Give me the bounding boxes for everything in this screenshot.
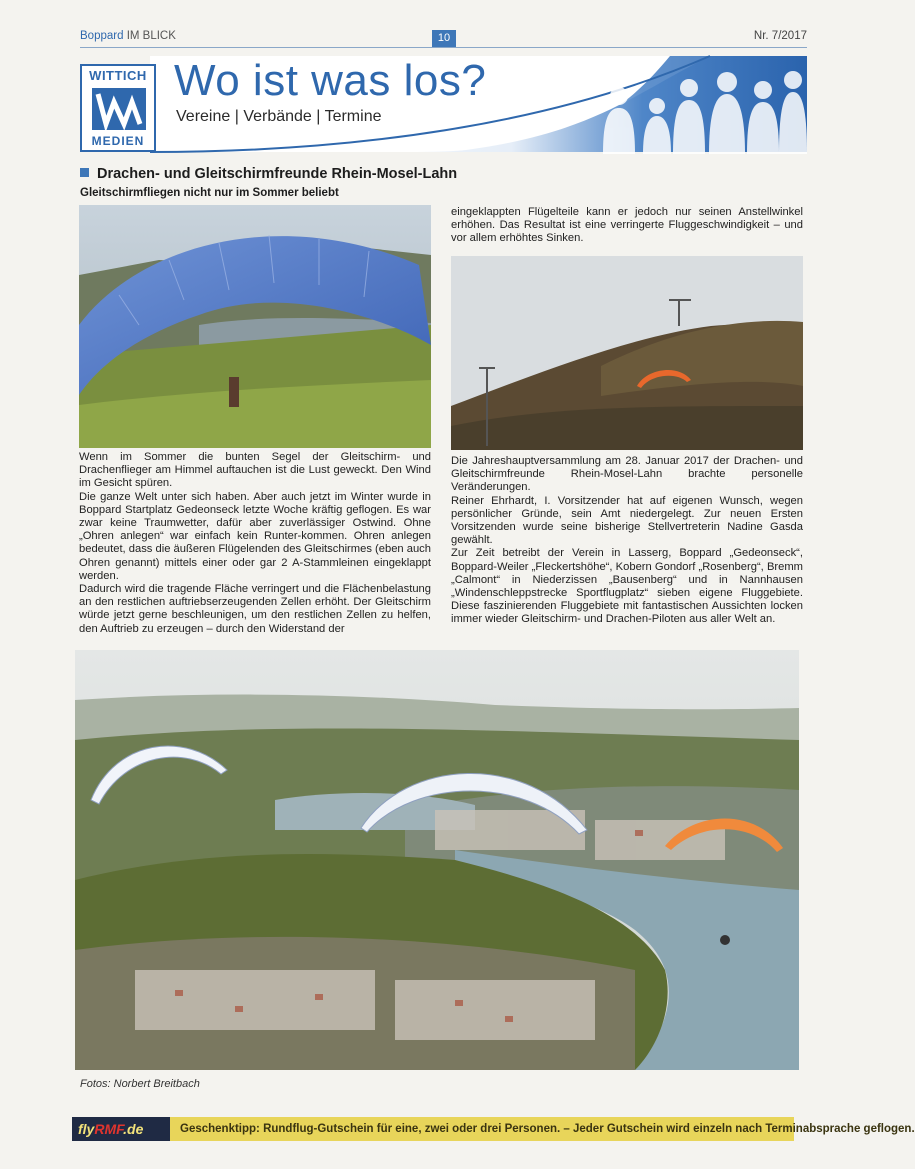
page-number: 10 [432,30,456,47]
people-silhouette-icon [597,66,807,154]
paper-name-suffix: IM BLICK [126,30,176,42]
headline-text: Drachen- und Gleitschirmfreunde Rhein-Mosel-Lahn [97,166,458,182]
photo-paraglider-launch [79,205,431,448]
banner-subtitle: Vereine | Verbände | Termine [176,108,382,125]
photo-rhine-valley [75,650,799,1070]
left-paragraph: Die ganze Welt unter sich haben. Aber auch jetzt im Winter wurde in Boppard Startplatz Gedeonseck letzte Woche kräftig geflogen. Es war zwar keine Traumwetter, dafür aber zuverlässiger Ostwind. Ohne „Ohren anlegen“ war einfach kein Runter-kommen. Ohren anlegen bedeutet, dass die äußeren Flügelenden des Gleitschirmes (eben auch Ohren genannt) mittels einer oder gar 2 A-Stammleinen eingeklappt werden. [79,490,432,582]
brand-prefix: fly [78,1121,95,1137]
article-subheadline: Gleitschirmfliegen nicht nur im Sommer beliebt [80,187,339,199]
paper-name-main: Boppard [80,30,124,42]
logo-top-text: WITTICH [89,68,147,83]
article-right-top-text: eingeklappten Flügelteile kann er jedoch nur seinen Anstellwinkel erhöhen. Das Resultat ist eine verringerte Fluggeschwindigkeit – und vor allem erhöhtes Sinken. [451,206,803,245]
right-paragraph: Zur Zeit betreibt der Verein in Lasserg, Boppard „Gedeonseck“, Boppard-Weiler „Fleckertshöhe“, Kobern Gondorf „Rosenberg“, Bremm „Calmont“ in Niederzissen „Bausenberg“ und in Nannhausen „Windenschleppstrecke Sportflugplatz“ sieben eigene Fluggebiete. Diese faszinierenden Fluggebiete mit fantastischen Aussichten locken immer wieder Gleitschirm- und Drachen-Piloten aus aller Welt an. [451,547,803,626]
paper-name [80,30,176,42]
headline-bullet-icon [80,168,89,177]
page-header [80,30,807,48]
brand-suffix: .de [123,1121,144,1137]
footer-ad[interactable] [72,1117,915,1141]
banner-title: Wo ist was los? [174,56,487,105]
right-paragraph: Die Jahreshauptversammlung am 28. Januar 2017 der Drachen- und Gleitschirmfreunde Rhein-Mosel-Lahn brachte personelle Veränderungen. [451,455,803,494]
article-left-column [79,451,431,636]
wittich-logo [80,64,156,152]
logo-bottom-text: MEDIEN [91,134,145,148]
issue-number: Nr. 7/2017 [753,30,807,42]
photo-hill-glider [451,256,803,450]
brand-name: RMF [94,1121,124,1137]
left-paragraph: Wenn im Sommer die bunten Segel der Gleitschirm- und Drachenflieger am Himmel auftauchen ist die Lust geweckt. Den Wind im Gesicht spüren. [79,451,431,490]
ad-text: Geschenktipp: Rundflug-Gutschein für eine, zwei oder drei Personen. – Jeder Gutschein wird einzeln nach Terminabsprache geflogen. [180,1123,915,1135]
logo-w-icon [92,88,146,130]
section-banner [80,56,807,154]
article-headline [80,166,457,182]
right-paragraph: Reiner Ehrhardt, I. Vorsitzender hat auf eigenen Wunsch, wegen persönlicher Gründe, sein Amt niedergelegt. Zur neuen Ersten Vorsitzenden wurde seine bisherige Stellvertreterin Nadine Gasda gewählt. [451,494,803,547]
brand-logo [72,1117,170,1141]
left-paragraph: Dadurch wird die tragende Fläche verringert und die Flächenbelastung an den restlichen auftriebserzeugenden Zellen erhöht. Der Gleitschirm würde jetzt gerne beschleunigen, um den restlichen Zellen zu helfen, den Auftrieb zu erzeugen – durch den Widerstand der [79,583,431,635]
photo-credit: Fotos: Norbert Breitbach [80,1078,200,1090]
article-right-column [451,455,803,627]
